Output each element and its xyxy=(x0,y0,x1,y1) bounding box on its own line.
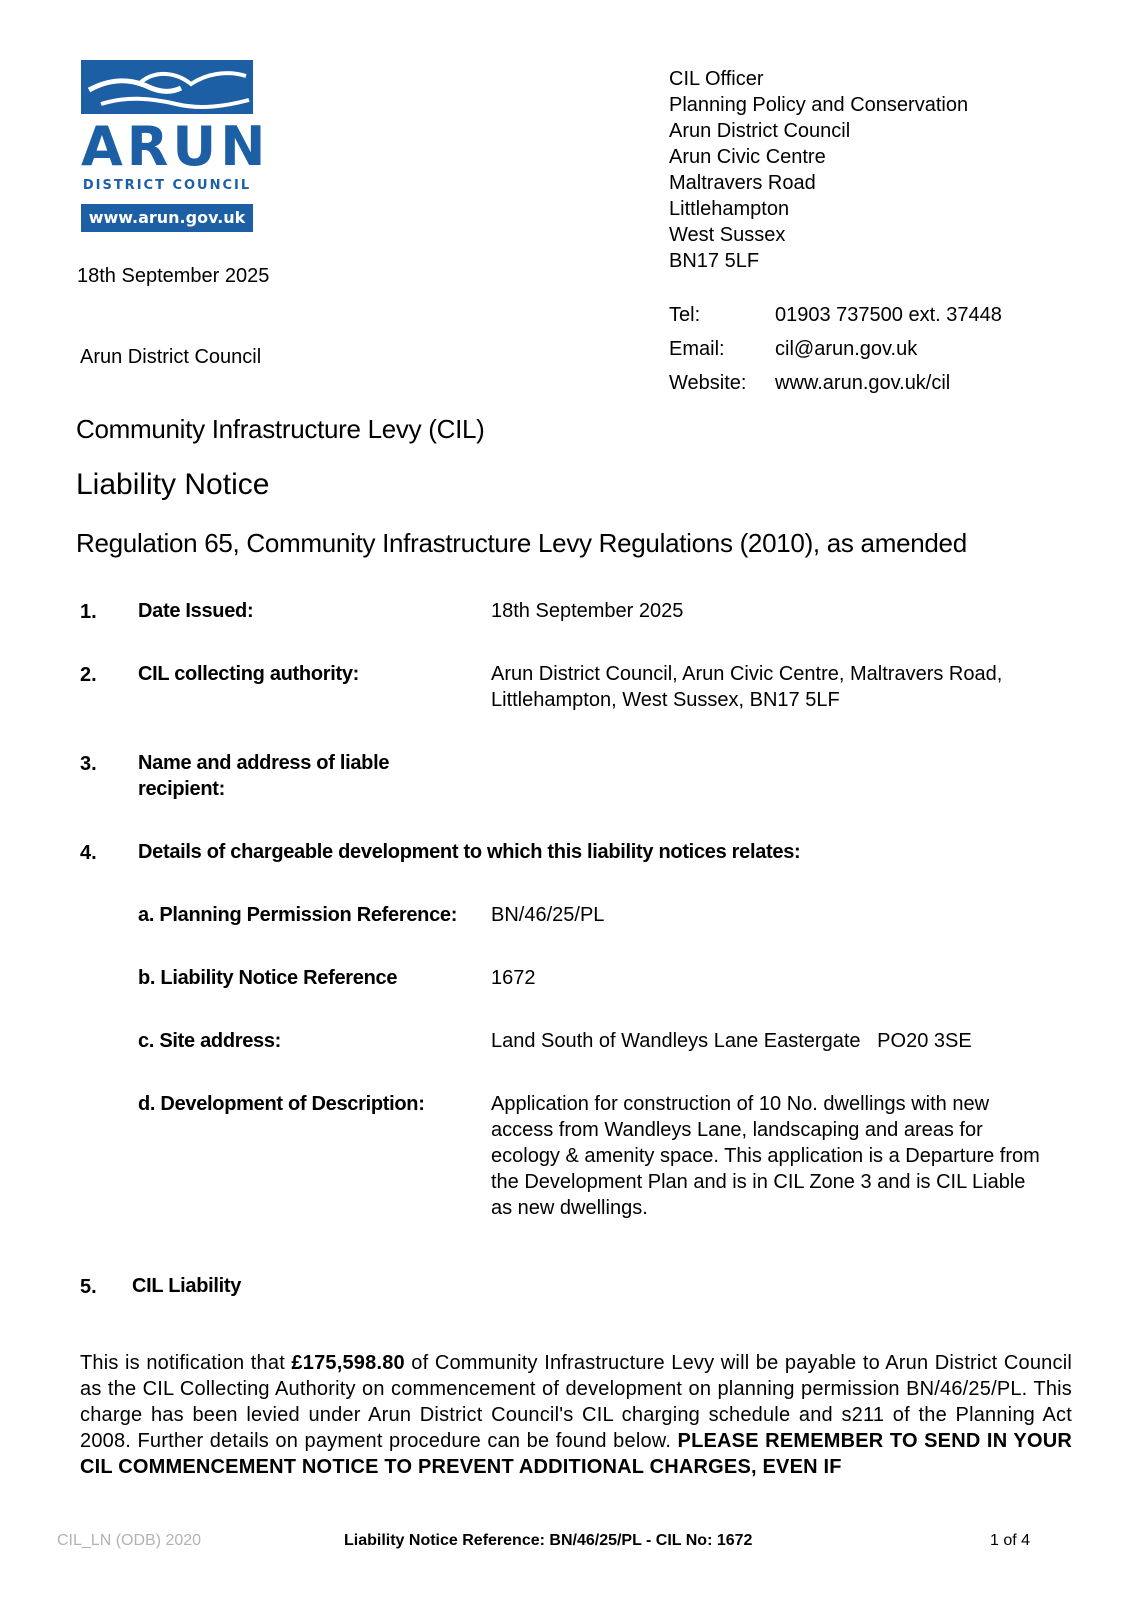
seagull-wave-icon xyxy=(81,60,253,114)
address-line: Maltravers Road xyxy=(669,172,816,194)
website-label: Website: xyxy=(669,372,747,394)
item-number: 5. xyxy=(80,1276,97,1298)
address-line: Littlehampton xyxy=(669,198,790,220)
logo-url: www.arun.gov.uk xyxy=(81,204,253,232)
heading-regulation: Regulation 65, Community Infrastructure Levy Regulations (2010), as amended xyxy=(76,528,967,558)
notice-ref-label: b. Liability Notice Reference xyxy=(138,967,398,989)
planning-ref-label: a. Planning Permission Reference: xyxy=(138,904,458,926)
liable-recipient-label xyxy=(138,750,389,802)
email-label: Email: xyxy=(669,338,725,360)
description-line: ecology & amenity space. This application is a Departure from xyxy=(491,1145,1040,1167)
item-number: 2. xyxy=(80,664,97,686)
contact-email xyxy=(669,332,1002,366)
address-line: CIL Officer xyxy=(669,68,764,90)
value-line: Arun District Council, Arun Civic Centre, Maltravers Road, xyxy=(491,663,1003,685)
description-line: as new dwellings. xyxy=(491,1197,648,1219)
tel-value: 01903 737500 ext. 37448 xyxy=(775,304,1002,326)
arun-logo xyxy=(81,60,270,234)
website-value[interactable]: www.arun.gov.uk/cil xyxy=(775,372,951,394)
liability-amount: £175,598.80 xyxy=(291,1352,405,1374)
development-details-label: Details of chargeable development to which this liability notices relates: xyxy=(138,841,801,863)
site-address-value: Land South of Wandleys Lane Eastergate PO20 3SE xyxy=(491,1030,972,1052)
item-number: 4. xyxy=(80,842,97,864)
logo-subtitle: DISTRICT COUNCIL xyxy=(82,178,252,193)
address-line: Arun District Council xyxy=(669,120,851,142)
logo-banner xyxy=(81,60,253,114)
footer-page-number: 1 of 4 xyxy=(990,1532,1031,1549)
contact-tel xyxy=(669,298,1002,332)
description-line: access from Wandleys Lane, landscaping and areas for xyxy=(491,1119,983,1141)
tel-label: Tel: xyxy=(669,304,701,326)
item-number: 3. xyxy=(80,753,97,775)
text: This is notification that xyxy=(80,1352,292,1374)
label-line: recipient: xyxy=(138,778,226,800)
collecting-authority-value xyxy=(491,661,1002,713)
recipient-name: Arun District Council xyxy=(80,346,262,368)
letter-date: 18th September 2025 xyxy=(77,265,270,287)
description-line: the Development Plan and is in CIL Zone 3 and is CIL Liable xyxy=(491,1171,1026,1193)
heading-liability-notice: Liability Notice xyxy=(76,468,270,501)
cil-liability-label: CIL Liability xyxy=(132,1275,242,1297)
footer-reference: Liability Notice Reference: BN/46/25/PL - CIL No: 1672 xyxy=(344,1532,753,1549)
address-line: Arun Civic Centre xyxy=(669,146,826,168)
site-address-label: c. Site address: xyxy=(138,1030,282,1052)
item-number: 1. xyxy=(80,601,97,623)
text: of Community Infrastructure Levy will be payable to Arun District Council as the CIL Collecting Authority on commencement of development on planning permission BN/46/25/PL. This charge has been levied under Arun District Council's CIL charging schedule and s211 of the Planning Act 2008. Further details on payment procedure can be found below. xyxy=(80,1352,1072,1452)
contact-website xyxy=(669,366,1002,400)
address-line: Planning Policy and Conservation xyxy=(669,94,969,116)
email-value[interactable]: cil@arun.gov.uk xyxy=(775,338,918,360)
description-line: Application for construction of 10 No. dwellings with new xyxy=(491,1093,990,1115)
planning-ref-value: BN/46/25/PL xyxy=(491,904,605,926)
description-label: d. Development of Description: xyxy=(138,1093,425,1115)
contact-details xyxy=(669,298,1002,400)
date-issued-label: Date Issued: xyxy=(138,600,254,622)
sender-address xyxy=(669,66,968,274)
commencement-warning: PLEASE REMEMBER TO SEND IN YOUR CIL COMMENCEMENT NOTICE TO PREVENT ADDITIONAL CHARGES, EVEN IF xyxy=(80,1430,1072,1478)
heading-cil: Community Infrastructure Levy (CIL) xyxy=(76,414,485,444)
logo-wordmark: ARUN xyxy=(81,115,270,178)
footer-form-code: CIL_LN (ODB) 2020 xyxy=(57,1532,202,1549)
value-line: Littlehampton, West Sussex, BN17 5LF xyxy=(491,689,840,711)
address-line: BN17 5LF xyxy=(669,250,760,272)
notice-ref-value: 1672 xyxy=(491,967,536,989)
label-line: Name and address of liable xyxy=(138,752,390,774)
address-line: West Sussex xyxy=(669,224,786,246)
date-issued-value: 18th September 2025 xyxy=(491,600,684,622)
collecting-authority-label: CIL collecting authority: xyxy=(138,663,360,685)
description-value xyxy=(491,1091,1081,1221)
liability-paragraph xyxy=(80,1350,1072,1480)
